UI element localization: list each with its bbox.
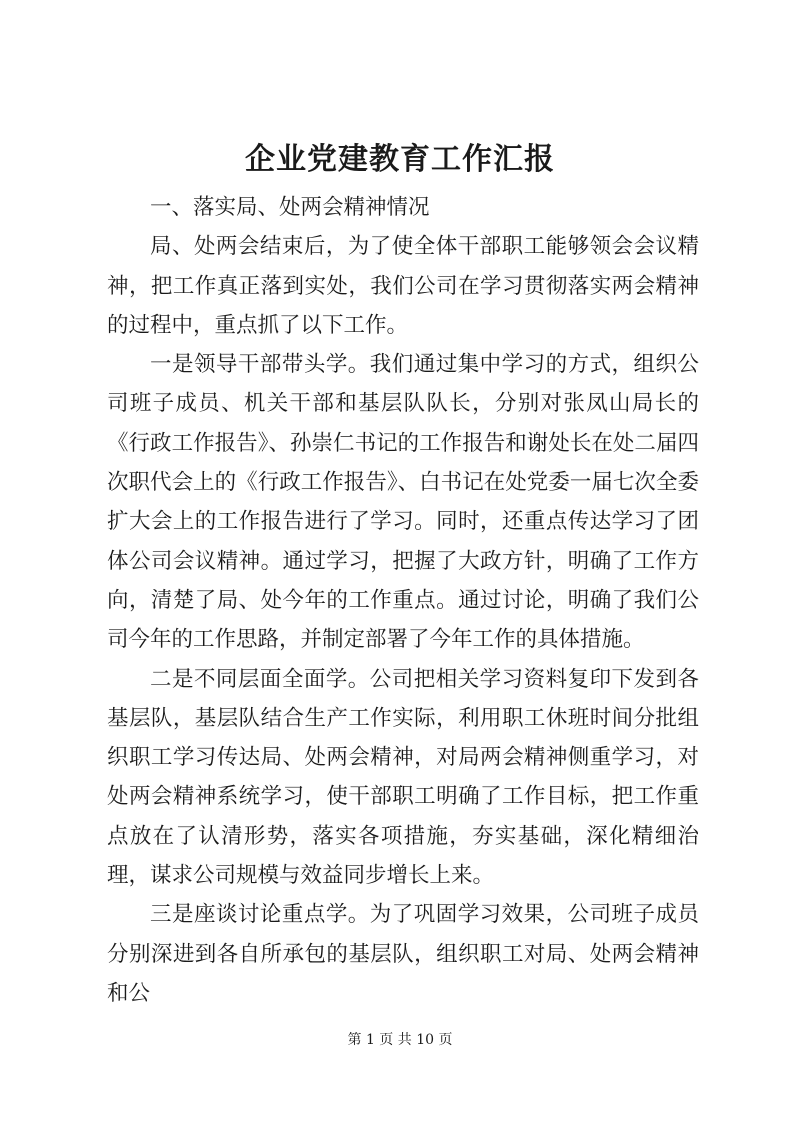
page-title: 企业党建教育工作汇报 — [245, 142, 555, 177]
document-body — [107, 188, 699, 1013]
page-footer: 第 1 页 共 10 页 — [347, 1032, 453, 1048]
section-heading: 一、落实局、处两会精神情况 — [150, 195, 430, 220]
paragraph: 三是座谈讨论重点学。为了巩固学习效果，公司班子成员分别深进到各自所承包的基层队，组织职工对局、处两会精神和公 — [107, 902, 699, 1006]
paragraph: 局、处两会结束后，为了使全体干部职工能够领会会议精神，把工作真正落到实处，我们公司在学习贯彻落实两会精神的过程中，重点抓了以下工作。 — [107, 234, 699, 338]
paragraph: 一是领导干部带头学。我们通过集中学习的方式，组织公司班子成员、机关干部和基层队队长，分别对张凤山局长的《行政工作报告》、孙崇仁书记的工作报告和谢处长在处二届四次职代会上的《行政工作报告》、白书记在处党委一届七次全委扩大会上的工作报告进行了学习。同时，还重点传达学习了团体公司会议精神。通过学习，把握了大政方针，明确了工作方向，清楚了局、处今年的工作重点。通过讨论，明确了我们公司今年的工作思路，并制定部署了今年工作的具体措施。 — [107, 352, 699, 653]
paragraph: 二是不同层面全面学。公司把相关学习资料复印下发到各基层队，基层队结合生产工作实际，利用职工休班时间分批组织职工学习传达局、处两会精神，对局两会精神侧重学习，对处两会精神系统学习，使干部职工明确了工作目标，把工作重点放在了认清形势，落实各项措施，夯实基础，深化精细治理，谋求公司规模与效益同步增长上来。 — [107, 666, 699, 889]
